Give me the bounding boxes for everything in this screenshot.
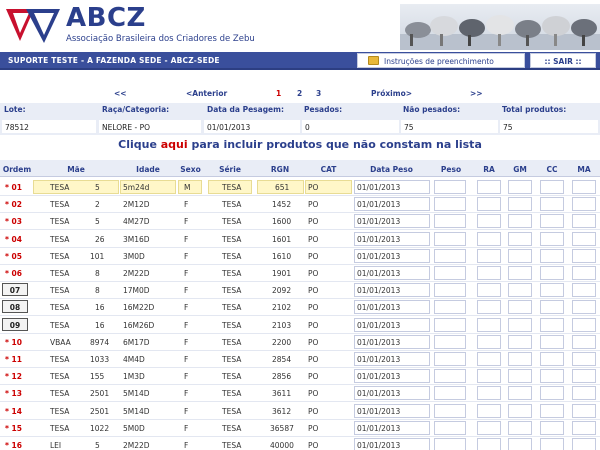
mae-serie: TESA	[50, 200, 70, 210]
idade-value: 2M12D	[123, 200, 150, 210]
rgn-value: 40000	[270, 441, 294, 450]
ma-input[interactable]	[572, 197, 596, 211]
cc-input[interactable]	[540, 197, 564, 211]
cat-value: PO	[308, 337, 319, 347]
raca-value: NELORE - PO	[99, 120, 201, 133]
col-gm: GM	[513, 165, 527, 174]
sexo-value: F	[184, 303, 189, 313]
mae-number: 5	[95, 441, 100, 450]
abcz-logo-icon	[4, 5, 62, 47]
next-page-link[interactable]: Próximo>	[371, 89, 413, 98]
rgn-value: 1901	[272, 269, 292, 278]
peso-input[interactable]	[434, 421, 466, 435]
order-number-box: 09	[2, 318, 28, 331]
ra-input[interactable]	[477, 421, 501, 435]
mae-number: 1022	[90, 423, 110, 433]
batch-info	[0, 103, 600, 135]
gm-input[interactable]	[508, 214, 532, 228]
logo-title: ABCZ	[66, 3, 146, 33]
gm-input[interactable]	[508, 386, 532, 400]
idade-value: 3M16D	[123, 234, 150, 244]
ma-input[interactable]	[572, 249, 596, 263]
ra-input[interactable]	[477, 266, 501, 280]
order-number: * 11	[5, 355, 22, 364]
data-pesagem-value: 01/01/2013	[204, 120, 300, 133]
idade-value: 6M17D	[123, 337, 150, 347]
serie-value: TESA	[222, 234, 242, 244]
mae-serie: LEI	[50, 441, 62, 450]
page-link-3[interactable]: 3	[316, 89, 322, 98]
peso-input[interactable]	[434, 232, 466, 246]
gm-input[interactable]	[508, 180, 532, 194]
col-cc: CC	[546, 165, 558, 174]
cat-value: PO	[308, 303, 319, 313]
serie-value: TESA	[222, 423, 242, 433]
table-row	[0, 230, 600, 248]
ma-input[interactable]	[572, 404, 596, 418]
table-row	[0, 178, 600, 196]
peso-input[interactable]	[434, 438, 466, 450]
cat-value: PO	[308, 355, 319, 364]
cc-input[interactable]	[540, 318, 564, 332]
peso-input[interactable]	[434, 335, 466, 349]
mae-number: 5	[95, 183, 100, 192]
instructions-link[interactable]	[357, 53, 525, 68]
ra-input[interactable]	[477, 180, 501, 194]
cc-input[interactable]	[540, 266, 564, 280]
rgn-value: 2854	[272, 355, 292, 364]
ra-input[interactable]	[477, 318, 501, 332]
order-number: * 16	[5, 441, 22, 450]
order-number: * 12	[5, 372, 22, 382]
include-products-prompt	[0, 138, 600, 151]
rgn-value: 3611	[272, 389, 292, 399]
total-label: Total produtos:	[502, 105, 567, 114]
serie-value: TESA	[222, 337, 242, 347]
peso-input[interactable]	[434, 404, 466, 418]
sexo-value: F	[184, 423, 189, 433]
breadcrumb: SUPORTE TESTE - A FAZENDA SEDE - ABCZ-SEDE	[8, 56, 220, 65]
data-peso-value: 01/01/2013	[357, 269, 401, 278]
order-number-box: 07	[2, 283, 28, 296]
rgn-value: 1452	[272, 200, 292, 210]
gm-input[interactable]	[508, 352, 532, 366]
pesados-label: Pesados:	[304, 105, 343, 114]
cat-value: PO	[308, 286, 319, 296]
rgn-value: 36587	[270, 423, 294, 433]
idade-value: 2M22D	[123, 269, 150, 278]
gm-input[interactable]	[508, 300, 532, 314]
mae-number: 101	[90, 251, 105, 261]
peso-input[interactable]	[434, 300, 466, 314]
serie-value: TESA	[222, 406, 242, 416]
rgn-value: 1601	[272, 234, 292, 244]
cat-value: PO	[308, 251, 319, 261]
data-peso-value: 01/01/2013	[357, 423, 401, 433]
cat-value: PO	[308, 320, 319, 330]
mae-number: 1033	[90, 355, 110, 364]
rgn-value: 2092	[272, 286, 292, 296]
cat-value: PO	[308, 217, 319, 227]
mae-serie: TESA	[50, 423, 70, 433]
gm-input[interactable]	[508, 438, 532, 450]
table-row	[0, 264, 600, 282]
col-ma: MA	[577, 165, 591, 174]
sexo-value: F	[184, 355, 189, 364]
sexo-value: F	[184, 337, 189, 347]
nao-pesados-value: 75	[401, 120, 498, 133]
idade-value: 5M0D	[123, 423, 145, 433]
rgn-value: 3612	[272, 406, 292, 416]
serie-value: TESA	[222, 389, 242, 399]
page-link-1[interactable]: 1	[276, 89, 282, 98]
idade-value: 5M14D	[123, 406, 150, 416]
serie-value: TESA	[222, 269, 242, 278]
table-row	[0, 436, 600, 450]
peso-input[interactable]	[434, 369, 466, 383]
table-row	[0, 350, 600, 368]
ra-input[interactable]	[477, 232, 501, 246]
total-value: 75	[500, 120, 598, 133]
rgn-value: 2102	[272, 303, 292, 313]
sexo-value: F	[184, 251, 189, 261]
prev-page-link[interactable]: <Anterior	[186, 89, 228, 98]
mae-serie: TESA	[50, 303, 70, 313]
logo-subtitle: Associação Brasileira dos Criadores de Zebu	[66, 34, 255, 44]
gm-input[interactable]	[508, 283, 532, 297]
peso-input[interactable]	[434, 197, 466, 211]
sexo-value: F	[184, 286, 189, 296]
table-row	[0, 419, 600, 437]
ma-input[interactable]	[572, 266, 596, 280]
serie-value: TESA	[222, 441, 242, 450]
table-row	[0, 384, 600, 402]
cc-input[interactable]	[540, 421, 564, 435]
ma-input[interactable]	[572, 369, 596, 383]
data-peso-value: 01/01/2013	[357, 337, 401, 347]
mae-serie: TESA	[50, 389, 70, 399]
serie-value: TESA	[222, 200, 242, 210]
order-number: * 13	[5, 389, 22, 399]
cc-input[interactable]	[540, 249, 564, 263]
ra-input[interactable]	[477, 352, 501, 366]
ma-input[interactable]	[572, 421, 596, 435]
mae-number: 5	[95, 217, 100, 227]
order-number-box: 08	[2, 300, 28, 313]
order-number: * 01	[5, 183, 22, 192]
ra-input[interactable]	[477, 438, 501, 450]
pesados-value: 0	[302, 120, 399, 133]
col-idade: Idade	[136, 165, 160, 174]
data-peso-value: 01/01/2013	[357, 320, 401, 330]
cc-input[interactable]	[540, 438, 564, 450]
serie-value: TESA	[222, 217, 242, 227]
peso-input[interactable]	[434, 266, 466, 280]
mae-number: 26	[95, 234, 105, 244]
ra-input[interactable]	[477, 369, 501, 383]
order-number: * 15	[5, 423, 22, 433]
cat-value: PO	[308, 200, 319, 210]
ma-input[interactable]	[572, 335, 596, 349]
ra-input[interactable]	[477, 404, 501, 418]
ma-input[interactable]	[572, 180, 596, 194]
sexo-value: F	[184, 389, 189, 399]
idade-value: 2M22D	[123, 441, 150, 450]
top-bar	[0, 52, 600, 70]
mae-serie: TESA	[50, 355, 70, 364]
ma-input[interactable]	[572, 214, 596, 228]
rgn-value: 2200	[272, 337, 292, 347]
data-peso-value: 01/01/2013	[357, 441, 401, 450]
table-row	[0, 247, 600, 265]
mae-serie: TESA	[50, 320, 70, 330]
ra-input[interactable]	[477, 386, 501, 400]
ma-input[interactable]	[572, 232, 596, 246]
page-header	[0, 0, 600, 52]
cat-value: PO	[308, 423, 319, 433]
col-sexo: Sexo	[180, 165, 201, 174]
cc-input[interactable]	[540, 386, 564, 400]
rgn-value: 2103	[272, 320, 292, 330]
mae-number: 8974	[90, 337, 110, 347]
data-peso-value: 01/01/2013	[357, 389, 401, 399]
ra-input[interactable]	[477, 335, 501, 349]
peso-input[interactable]	[434, 214, 466, 228]
mae-serie: TESA	[50, 372, 70, 382]
serie-value: TESA	[222, 286, 242, 296]
order-number: * 02	[5, 200, 22, 210]
gm-input[interactable]	[508, 232, 532, 246]
idade-value: 17M0D	[123, 286, 150, 296]
data-peso-value: 01/01/2013	[357, 217, 401, 227]
peso-input[interactable]	[434, 352, 466, 366]
gm-input[interactable]	[508, 335, 532, 349]
cc-input[interactable]	[540, 232, 564, 246]
cc-input[interactable]	[540, 404, 564, 418]
lote-label: Lote:	[4, 105, 26, 114]
exit-link[interactable]: :: SAIR ::	[530, 53, 596, 68]
last-page-link[interactable]: >>	[470, 89, 483, 98]
data-peso-value: 01/01/2013	[357, 200, 401, 210]
cc-input[interactable]	[540, 300, 564, 314]
idade-value: 5m24d	[123, 183, 150, 192]
cc-input[interactable]	[540, 180, 564, 194]
rgn-value: 1610	[272, 251, 292, 261]
cc-input[interactable]	[540, 283, 564, 297]
col-ra: RA	[483, 165, 495, 174]
sexo-value: M	[184, 183, 191, 192]
col-data-peso: Data Peso	[370, 165, 413, 174]
col-ordem: Ordem	[2, 165, 32, 174]
col-peso: Peso	[440, 165, 462, 174]
table-header	[0, 160, 600, 177]
peso-input[interactable]	[434, 386, 466, 400]
order-number: * 14	[5, 406, 22, 416]
idade-value: 3M0D	[123, 251, 145, 261]
cat-value: PO	[308, 234, 319, 244]
data-peso-value: 01/01/2013	[357, 303, 401, 313]
idade-value: 4M4D	[123, 355, 145, 364]
pagination	[0, 89, 600, 101]
mae-serie: TESA	[50, 234, 70, 244]
rgn-value: 2856	[272, 372, 292, 382]
col-serie: Série	[219, 165, 241, 174]
raca-label: Raça/Categoria:	[102, 105, 170, 114]
mae-serie: TESA	[50, 251, 70, 261]
mae-number: 155	[90, 372, 105, 382]
idade-value: 5M14D	[123, 389, 150, 399]
cattle-banner-image	[400, 4, 600, 50]
table-row	[0, 367, 600, 385]
col-mae: Mãe	[67, 165, 85, 174]
cc-input[interactable]	[540, 335, 564, 349]
rgn-value: 651	[275, 183, 290, 192]
peso-input[interactable]	[434, 180, 466, 194]
data-peso-value: 01/01/2013	[357, 234, 401, 244]
folder-icon	[368, 56, 379, 65]
table-row	[0, 316, 600, 334]
mae-serie: VBAA	[50, 337, 71, 347]
table-row	[0, 298, 600, 316]
mae-serie: TESA	[50, 217, 70, 227]
ma-input[interactable]	[572, 386, 596, 400]
order-number: * 06	[5, 269, 22, 278]
ra-input[interactable]	[477, 283, 501, 297]
mae-serie: TESA	[50, 286, 70, 296]
serie-value: TESA	[222, 372, 242, 382]
idade-value: 16M22D	[123, 303, 155, 313]
table-row	[0, 402, 600, 420]
gm-input[interactable]	[508, 369, 532, 383]
peso-input[interactable]	[434, 283, 466, 297]
serie-value: TESA	[222, 183, 242, 192]
order-number: * 05	[5, 251, 22, 261]
gm-input[interactable]	[508, 197, 532, 211]
data-peso-value: 01/01/2013	[357, 406, 401, 416]
ma-input[interactable]	[572, 300, 596, 314]
cat-value: PO	[308, 441, 319, 450]
include-products-link[interactable]: aqui	[160, 138, 188, 151]
gm-input[interactable]	[508, 249, 532, 263]
cat-value: PO	[308, 406, 319, 416]
sexo-value: F	[184, 441, 189, 450]
order-number: * 04	[5, 234, 22, 244]
data-peso-value: 01/01/2013	[357, 251, 401, 261]
col-cat: CAT	[320, 165, 337, 174]
ra-input[interactable]	[477, 249, 501, 263]
data-peso-value: 01/01/2013	[357, 372, 401, 382]
ra-input[interactable]	[477, 300, 501, 314]
data-peso-value: 01/01/2013	[357, 355, 401, 364]
lote-value: 78512	[2, 120, 96, 133]
ma-input[interactable]	[572, 318, 596, 332]
first-page-link[interactable]: <<	[114, 89, 127, 98]
rgn-value: 1600	[272, 217, 292, 227]
table-row	[0, 333, 600, 351]
ra-input[interactable]	[477, 214, 501, 228]
gm-input[interactable]	[508, 421, 532, 435]
serie-value: TESA	[222, 303, 242, 313]
mae-number: 2	[95, 200, 100, 210]
data-peso-value: 01/01/2013	[357, 183, 401, 192]
serie-value: TESA	[222, 320, 242, 330]
page-link-2[interactable]: 2	[297, 89, 303, 98]
instructions-label: Instruções de preenchimento	[384, 57, 494, 66]
gm-input[interactable]	[508, 266, 532, 280]
ma-input[interactable]	[572, 352, 596, 366]
data-peso-value: 01/01/2013	[357, 286, 401, 296]
sexo-value: F	[184, 372, 189, 382]
cat-value: PO	[308, 389, 319, 399]
mae-serie: TESA	[50, 406, 70, 416]
mae-number: 8	[95, 286, 100, 296]
mae-field-bg	[33, 180, 119, 194]
sexo-value: F	[184, 320, 189, 330]
data-pesagem-label: Data da Pesagem:	[207, 105, 284, 114]
cc-input[interactable]	[540, 214, 564, 228]
sexo-value: F	[184, 406, 189, 416]
mae-serie: TESA	[50, 183, 70, 192]
serie-value: TESA	[222, 251, 242, 261]
cta-text-before: Clique	[118, 138, 161, 151]
col-rgn: RGN	[270, 165, 290, 174]
ra-input[interactable]	[477, 197, 501, 211]
peso-input[interactable]	[434, 249, 466, 263]
cc-input[interactable]	[540, 369, 564, 383]
mae-serie: TESA	[50, 269, 70, 278]
mae-number: 2501	[90, 406, 110, 416]
mae-number: 16	[95, 303, 105, 313]
serie-value: TESA	[222, 355, 242, 364]
ma-input[interactable]	[572, 283, 596, 297]
ma-input[interactable]	[572, 438, 596, 450]
mae-number: 2501	[90, 389, 110, 399]
nao-pesados-label: Não pesados:	[403, 105, 461, 114]
cat-value: PO	[308, 269, 319, 278]
gm-input[interactable]	[508, 318, 532, 332]
cta-text-after: para incluir produtos que não constam na lista	[187, 138, 482, 151]
peso-input[interactable]	[434, 318, 466, 332]
sexo-value: F	[184, 200, 189, 210]
cat-value: PO	[308, 183, 319, 192]
table-row	[0, 281, 600, 299]
cat-value: PO	[308, 372, 319, 382]
table-row	[0, 195, 600, 213]
table-row	[0, 212, 600, 230]
gm-input[interactable]	[508, 404, 532, 418]
sexo-value: F	[184, 269, 189, 278]
idade-value: 16M26D	[123, 320, 155, 330]
order-number: * 03	[5, 217, 22, 227]
sexo-value: F	[184, 217, 189, 227]
idade-value: 1M3D	[123, 372, 145, 382]
sexo-value: F	[184, 234, 189, 244]
mae-number: 8	[95, 269, 100, 278]
idade-value: 4M27D	[123, 217, 150, 227]
cc-input[interactable]	[540, 352, 564, 366]
mae-number: 16	[95, 320, 105, 330]
order-number: * 10	[5, 337, 22, 347]
